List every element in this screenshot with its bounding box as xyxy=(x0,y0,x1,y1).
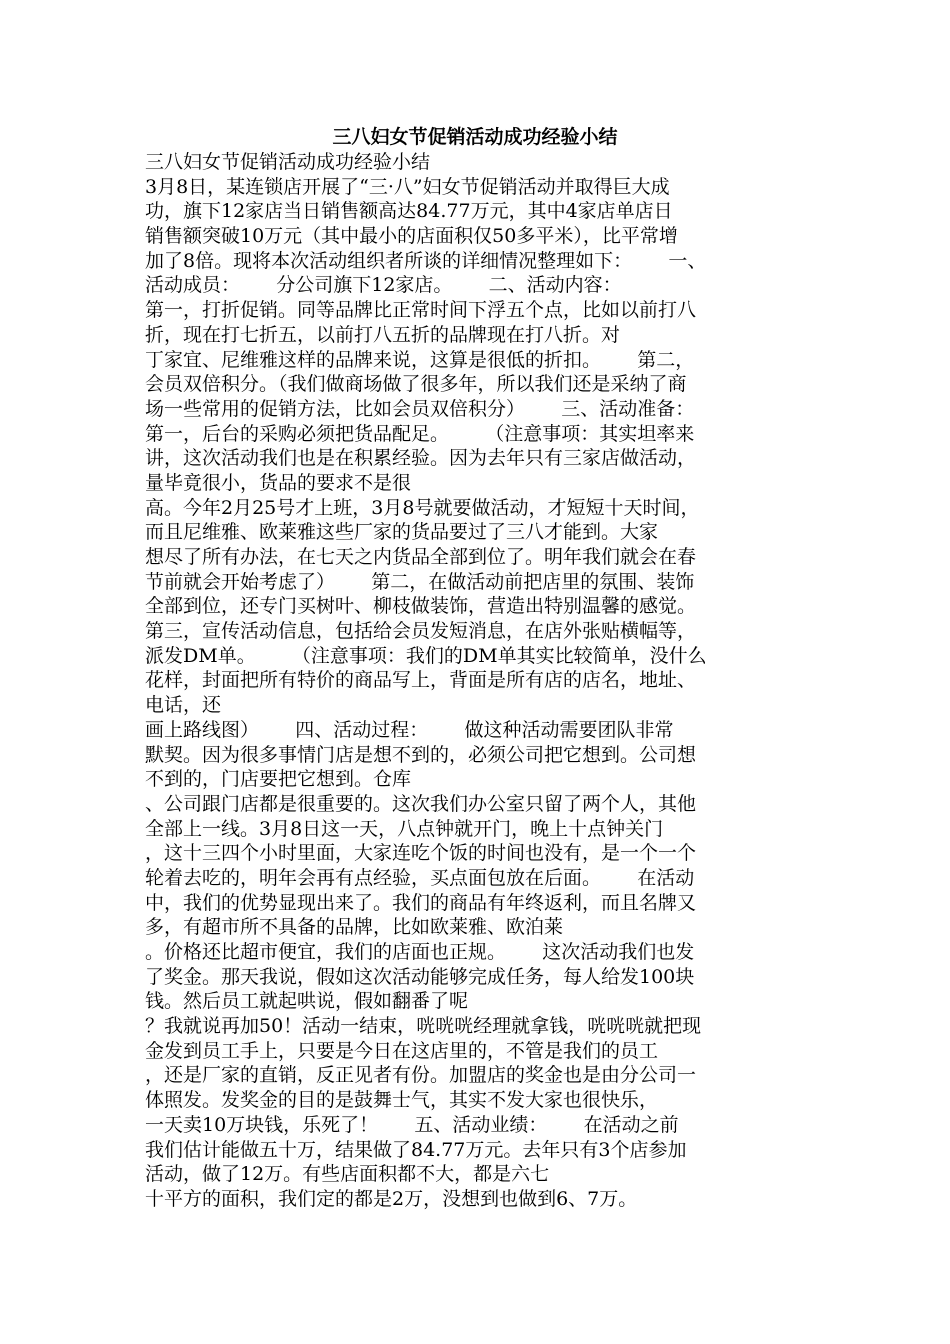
body-line: 加了8倍。现将本次活动组织者所谈的详细情况整理如下： 一、 xyxy=(145,249,707,272)
body-line: 我们估计能做五十万，结果做了84.77万元。去年只有3个店参加 xyxy=(145,1138,687,1161)
body-line: 、公司跟门店都是很重要的。这次我们办公室只留了两个人，其他 xyxy=(145,792,697,815)
document-body xyxy=(145,150,825,1212)
body-line: 默契。因为很多事情门店是想不到的，必须公司把它想到。公司想 xyxy=(145,743,697,766)
body-line: 花样，封面把所有特价的商品写上，背面是所有店的店名，地址、 xyxy=(145,669,697,692)
body-line: ，这十三四个小时里面，大家连吃个饭的时间也没有，是一个一个 xyxy=(145,842,697,865)
body-line: 三八妇女节促销活动成功经验小结 xyxy=(145,151,431,173)
body-line: 功，旗下12家店当日销售额高达84.77万元，其中4家店单店日 xyxy=(145,200,673,223)
body-line: 会员双倍积分。（我们做商场做了很多年，所以我们还是采纳了商 xyxy=(145,373,687,396)
body-line: 轮着去吃的，明年会再有点经验，买点面包放在后面。 在活动 xyxy=(145,866,695,889)
body-line: 讲，这次活动我们也是在积累经验。因为去年只有三家店做活动， xyxy=(145,447,697,470)
body-line: 画上路线图） 四、活动过程： 做这种活动需要团队非常 xyxy=(145,718,674,741)
body-line: 中，我们的优势显现出来了。我们的商品有年终返利，而且名牌又 xyxy=(145,891,697,914)
body-line: 不到的，门店要把它想到。仓库 xyxy=(145,768,412,791)
body-line: 一天卖10万块钱，乐死了！ 五、活动业绩： 在活动之前 xyxy=(145,1113,679,1136)
body-line: 而且尼维雅、欧莱雅这些厂家的货品要过了三八才能到。大家 xyxy=(145,521,659,544)
body-line: 想尽了所有办法，在七天之内货品全部到位了。明年我们就会在春 xyxy=(145,546,697,568)
document-title: 三八妇女节促销活动成功经验小结 xyxy=(332,126,618,148)
body-line: 高。今年2月25号才上班，3月8号就要做活动，才短短十天时间， xyxy=(145,496,700,519)
body-line: ，还是厂家的直销，反正见者有份。加盟店的奖金也是由分公司一 xyxy=(145,1064,697,1087)
body-line: 电话，还 xyxy=(145,694,222,717)
body-line: 金发到员工手上，只要是今日在这店里的，不管是我们的员工 xyxy=(145,1039,659,1062)
body-line: 第一，后台的采购必须把货品配足。 （注意事项：其实坦率来 xyxy=(145,422,695,445)
body-line: 第三，宣传活动信息，包括给会员发短消息，在店外张贴横幅等， xyxy=(145,620,697,643)
body-line: 全部上一线。3月8日这一天，八点钟就开门，晚上十点钟关门 xyxy=(145,817,664,840)
body-line: 十平方的面积，我们定的都是2万，没想到也做到6、7万。 xyxy=(145,1187,638,1210)
body-line: 量毕竟很小，货品的要求不是很 xyxy=(145,471,412,494)
body-line: 钱。然后员工就起哄说，假如翻番了呢 xyxy=(145,990,469,1013)
body-line: 3月8日，某连锁店开展了“三·八”妇女节促销活动并取得巨大成 xyxy=(145,175,670,198)
body-line: 场一些常用的促销方法，比如会员双倍积分） 三、活动准备： xyxy=(145,397,695,420)
body-line: 派发DM单。 （注意事项：我们的DM单其实比较简单，没什么 xyxy=(145,644,707,667)
body-line: 。价格还比超市便宜，我们的店面也正规。 这次活动我们也发 xyxy=(145,941,695,963)
body-line: 活动成员： 分公司旗下12家店。 二、活动内容： xyxy=(145,274,622,297)
body-line: 丁家宜、尼维雅这样的品牌来说，这算是很低的折扣。 第二， xyxy=(145,348,695,371)
body-line: 折，现在打七折五，以前打八五折的品牌现在打八折。对 xyxy=(145,323,621,346)
body-line: 活动，做了12万。有些店面积都不大，都是六七 xyxy=(145,1163,550,1186)
body-line: 了奖金。那天我说，假如这次活动能够完成任务，每人给发100块 xyxy=(145,965,695,988)
body-line: 节前就会开始考虑了） 第二，在做活动前把店里的氛围、装饰 xyxy=(145,570,695,593)
body-line: 多，有超市所不具备的品牌，比如欧莱雅、欧泊莱 xyxy=(145,916,564,939)
body-line: 全部到位，还专门买树叶、柳枝做装饰，营造出特别温馨的感觉。 xyxy=(145,595,697,618)
body-line: 第一，打折促销。同等品牌比正常时间下浮五个点，比如以前打八 xyxy=(145,299,697,322)
body-line: 体照发。发奖金的目的是鼓舞士气，其实不发大家也很快乐， xyxy=(145,1089,659,1112)
body-line: 销售额突破10万元（其中最小的店面积仅50多平米），比平常增 xyxy=(145,225,678,248)
body-line: ？我就说再加50！活动一结束，咣咣咣经理就拿钱，咣咣咣就把现 xyxy=(145,1015,702,1038)
